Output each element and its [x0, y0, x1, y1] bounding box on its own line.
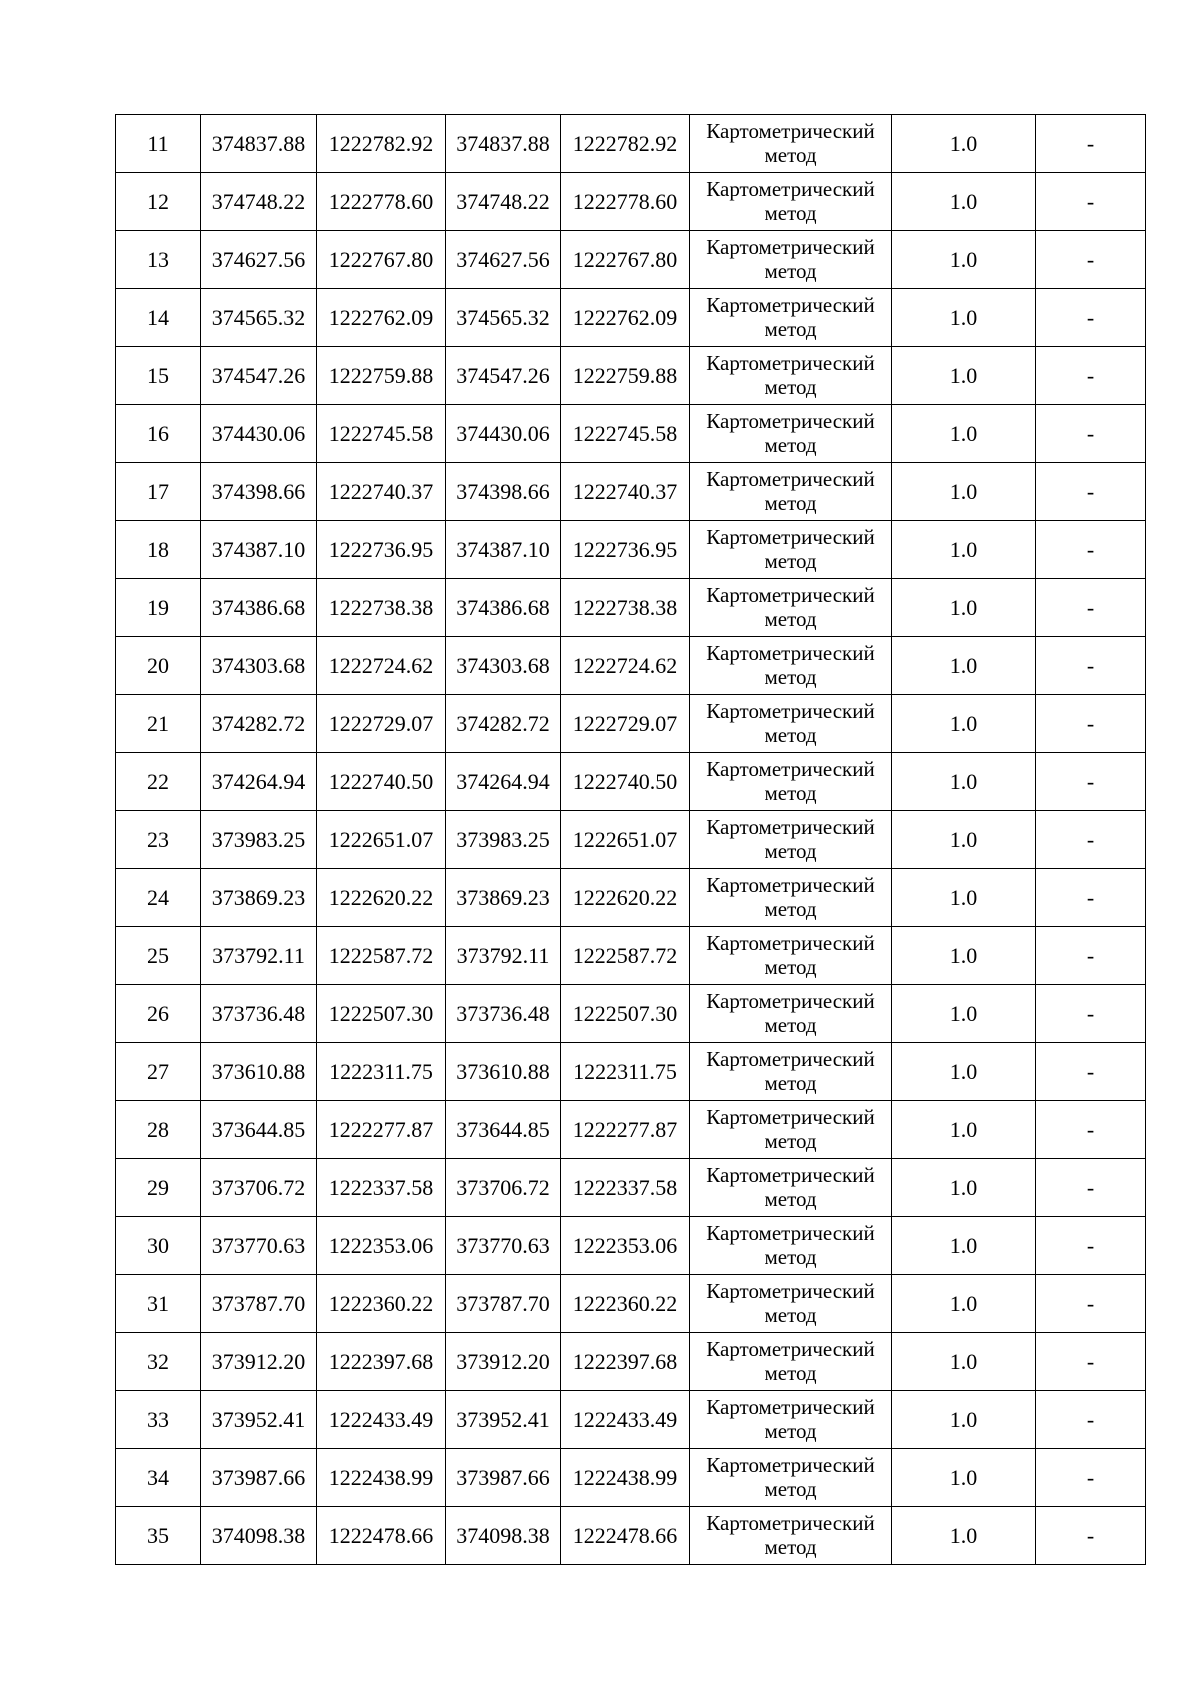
accuracy-cell: 1.0: [892, 1101, 1036, 1159]
existing-y-cell: 1222778.60: [317, 173, 446, 231]
existing-x-cell: 374547.26: [201, 347, 317, 405]
note-cell: -: [1036, 231, 1146, 289]
new-y-cell: 1222433.49: [561, 1391, 690, 1449]
method-line-1: Картометрический: [706, 1047, 875, 1072]
note-cell: -: [1036, 347, 1146, 405]
point-number-cell: 21: [116, 695, 201, 753]
method-line-2: метод: [764, 1012, 817, 1037]
existing-y-cell: 1222740.50: [317, 753, 446, 811]
method-line-2: метод: [764, 1534, 817, 1559]
note-cell: -: [1036, 695, 1146, 753]
table-row: [116, 1101, 1146, 1159]
new-x-cell: 373869.23: [446, 869, 561, 927]
note-cell: -: [1036, 1507, 1146, 1565]
method-line-2: метод: [764, 490, 817, 515]
method-cell: [690, 1159, 892, 1217]
new-y-cell: 1222277.87: [561, 1101, 690, 1159]
method-line-2: метод: [764, 374, 817, 399]
method-line-1: Картометрический: [706, 1395, 875, 1420]
new-x-cell: 374748.22: [446, 173, 561, 231]
new-y-cell: 1222620.22: [561, 869, 690, 927]
method-line-1: Картометрический: [706, 931, 875, 956]
table-row: [116, 289, 1146, 347]
method-line-1: Картометрический: [706, 235, 875, 260]
point-number-cell: 11: [116, 115, 201, 173]
coordinates-table-body: [116, 115, 1146, 1565]
new-x-cell: 373770.63: [446, 1217, 561, 1275]
method-line-1: Картометрический: [706, 467, 875, 492]
new-x-cell: 373610.88: [446, 1043, 561, 1101]
existing-y-cell: 1222438.99: [317, 1449, 446, 1507]
existing-y-cell: 1222433.49: [317, 1391, 446, 1449]
new-x-cell: 373983.25: [446, 811, 561, 869]
existing-x-cell: 374387.10: [201, 521, 317, 579]
existing-y-cell: 1222738.38: [317, 579, 446, 637]
table-row: [116, 115, 1146, 173]
new-y-cell: 1222759.88: [561, 347, 690, 405]
point-number-cell: 24: [116, 869, 201, 927]
method-line-2: метод: [764, 1302, 817, 1327]
table-row: [116, 1449, 1146, 1507]
method-line-2: метод: [764, 1418, 817, 1443]
method-cell: [690, 579, 892, 637]
coordinates-table: [115, 114, 1146, 1565]
method-line-1: Картометрический: [706, 1511, 875, 1536]
method-line-1: Картометрический: [706, 351, 875, 376]
method-line-2: метод: [764, 1476, 817, 1501]
new-y-cell: 1222782.92: [561, 115, 690, 173]
method-line-1: Картометрический: [706, 1105, 875, 1130]
note-cell: -: [1036, 869, 1146, 927]
note-cell: -: [1036, 1391, 1146, 1449]
new-y-cell: 1222745.58: [561, 405, 690, 463]
new-x-cell: 374387.10: [446, 521, 561, 579]
note-cell: -: [1036, 1043, 1146, 1101]
new-y-cell: 1222360.22: [561, 1275, 690, 1333]
point-number-cell: 34: [116, 1449, 201, 1507]
existing-x-cell: 374565.32: [201, 289, 317, 347]
new-y-cell: 1222438.99: [561, 1449, 690, 1507]
method-cell: [690, 347, 892, 405]
method-line-1: Картометрический: [706, 641, 875, 666]
new-y-cell: 1222740.37: [561, 463, 690, 521]
point-number-cell: 31: [116, 1275, 201, 1333]
method-line-1: Картометрический: [706, 119, 875, 144]
accuracy-cell: 1.0: [892, 1391, 1036, 1449]
existing-y-cell: 1222767.80: [317, 231, 446, 289]
new-x-cell: 374430.06: [446, 405, 561, 463]
existing-x-cell: 373983.25: [201, 811, 317, 869]
new-y-cell: 1222778.60: [561, 173, 690, 231]
accuracy-cell: 1.0: [892, 637, 1036, 695]
new-y-cell: 1222724.62: [561, 637, 690, 695]
existing-x-cell: 374398.66: [201, 463, 317, 521]
point-number-cell: 28: [116, 1101, 201, 1159]
existing-y-cell: 1222337.58: [317, 1159, 446, 1217]
accuracy-cell: 1.0: [892, 463, 1036, 521]
method-cell: [690, 869, 892, 927]
point-number-cell: 23: [116, 811, 201, 869]
existing-x-cell: 374303.68: [201, 637, 317, 695]
new-y-cell: 1222736.95: [561, 521, 690, 579]
point-number-cell: 32: [116, 1333, 201, 1391]
new-x-cell: 373952.41: [446, 1391, 561, 1449]
existing-y-cell: 1222311.75: [317, 1043, 446, 1101]
existing-x-cell: 373952.41: [201, 1391, 317, 1449]
method-line-2: метод: [764, 1070, 817, 1095]
existing-x-cell: 373770.63: [201, 1217, 317, 1275]
new-y-cell: 1222767.80: [561, 231, 690, 289]
method-cell: [690, 173, 892, 231]
existing-x-cell: 374627.56: [201, 231, 317, 289]
note-cell: -: [1036, 579, 1146, 637]
note-cell: -: [1036, 753, 1146, 811]
existing-x-cell: 374282.72: [201, 695, 317, 753]
method-line-2: метод: [764, 316, 817, 341]
note-cell: -: [1036, 289, 1146, 347]
accuracy-cell: 1.0: [892, 1333, 1036, 1391]
method-line-2: метод: [764, 258, 817, 283]
method-line-1: Картометрический: [706, 1279, 875, 1304]
method-cell: [690, 405, 892, 463]
existing-y-cell: 1222724.62: [317, 637, 446, 695]
table-row: [116, 231, 1146, 289]
existing-y-cell: 1222353.06: [317, 1217, 446, 1275]
note-cell: -: [1036, 463, 1146, 521]
note-cell: -: [1036, 521, 1146, 579]
new-x-cell: 373736.48: [446, 985, 561, 1043]
method-cell: [690, 695, 892, 753]
method-line-1: Картометрический: [706, 699, 875, 724]
table-row: [116, 927, 1146, 985]
table-row: [116, 1159, 1146, 1217]
new-x-cell: 374565.32: [446, 289, 561, 347]
method-line-2: метод: [764, 838, 817, 863]
accuracy-cell: 1.0: [892, 1159, 1036, 1217]
existing-x-cell: 373610.88: [201, 1043, 317, 1101]
method-cell: [690, 1043, 892, 1101]
method-cell: [690, 521, 892, 579]
point-number-cell: 16: [116, 405, 201, 463]
accuracy-cell: 1.0: [892, 347, 1036, 405]
method-line-1: Картометрический: [706, 1221, 875, 1246]
method-cell: [690, 753, 892, 811]
point-number-cell: 35: [116, 1507, 201, 1565]
new-y-cell: 1222337.58: [561, 1159, 690, 1217]
method-cell: [690, 637, 892, 695]
method-line-2: метод: [764, 896, 817, 921]
method-cell: [690, 1449, 892, 1507]
point-number-cell: 29: [116, 1159, 201, 1217]
new-y-cell: 1222651.07: [561, 811, 690, 869]
note-cell: -: [1036, 927, 1146, 985]
existing-x-cell: 373912.20: [201, 1333, 317, 1391]
method-line-2: метод: [764, 1244, 817, 1269]
existing-y-cell: 1222759.88: [317, 347, 446, 405]
point-number-cell: 13: [116, 231, 201, 289]
accuracy-cell: 1.0: [892, 927, 1036, 985]
table-row: [116, 1275, 1146, 1333]
new-x-cell: 374398.66: [446, 463, 561, 521]
method-cell: [690, 463, 892, 521]
table-row: [116, 405, 1146, 463]
new-x-cell: 373912.20: [446, 1333, 561, 1391]
table-row: [116, 463, 1146, 521]
existing-x-cell: 374837.88: [201, 115, 317, 173]
existing-y-cell: 1222507.30: [317, 985, 446, 1043]
accuracy-cell: 1.0: [892, 1043, 1036, 1101]
new-x-cell: 373644.85: [446, 1101, 561, 1159]
note-cell: -: [1036, 1449, 1146, 1507]
existing-x-cell: 373736.48: [201, 985, 317, 1043]
table-row: [116, 695, 1146, 753]
existing-y-cell: 1222478.66: [317, 1507, 446, 1565]
accuracy-cell: 1.0: [892, 579, 1036, 637]
accuracy-cell: 1.0: [892, 1507, 1036, 1565]
method-line-1: Картометрический: [706, 1453, 875, 1478]
new-x-cell: 373706.72: [446, 1159, 561, 1217]
accuracy-cell: 1.0: [892, 1449, 1036, 1507]
existing-x-cell: 373987.66: [201, 1449, 317, 1507]
new-y-cell: 1222738.38: [561, 579, 690, 637]
method-cell: [690, 985, 892, 1043]
method-cell: [690, 927, 892, 985]
table-row: [116, 869, 1146, 927]
existing-x-cell: 374098.38: [201, 1507, 317, 1565]
point-number-cell: 22: [116, 753, 201, 811]
existing-y-cell: 1222740.37: [317, 463, 446, 521]
method-cell: [690, 231, 892, 289]
existing-y-cell: 1222762.09: [317, 289, 446, 347]
point-number-cell: 27: [116, 1043, 201, 1101]
method-cell: [690, 811, 892, 869]
point-number-cell: 26: [116, 985, 201, 1043]
table-row: [116, 1043, 1146, 1101]
method-line-1: Картометрический: [706, 409, 875, 434]
new-x-cell: 374282.72: [446, 695, 561, 753]
new-x-cell: 374098.38: [446, 1507, 561, 1565]
accuracy-cell: 1.0: [892, 753, 1036, 811]
note-cell: -: [1036, 811, 1146, 869]
note-cell: -: [1036, 1333, 1146, 1391]
existing-x-cell: 373869.23: [201, 869, 317, 927]
table-row: [116, 579, 1146, 637]
accuracy-cell: 1.0: [892, 405, 1036, 463]
existing-x-cell: 373706.72: [201, 1159, 317, 1217]
new-x-cell: 373787.70: [446, 1275, 561, 1333]
method-line-2: метод: [764, 200, 817, 225]
method-cell: [690, 1275, 892, 1333]
method-line-2: метод: [764, 606, 817, 631]
existing-x-cell: 373792.11: [201, 927, 317, 985]
method-line-2: метод: [764, 780, 817, 805]
point-number-cell: 15: [116, 347, 201, 405]
new-x-cell: 374303.68: [446, 637, 561, 695]
method-line-1: Картометрический: [706, 757, 875, 782]
note-cell: -: [1036, 637, 1146, 695]
method-line-1: Картометрический: [706, 1337, 875, 1362]
point-number-cell: 20: [116, 637, 201, 695]
method-line-1: Картометрический: [706, 815, 875, 840]
new-y-cell: 1222353.06: [561, 1217, 690, 1275]
note-cell: -: [1036, 173, 1146, 231]
new-x-cell: 374547.26: [446, 347, 561, 405]
method-line-2: метод: [764, 1360, 817, 1385]
method-line-2: метод: [764, 664, 817, 689]
existing-x-cell: 374430.06: [201, 405, 317, 463]
new-x-cell: 374264.94: [446, 753, 561, 811]
new-x-cell: 373987.66: [446, 1449, 561, 1507]
method-line-2: метод: [764, 548, 817, 573]
accuracy-cell: 1.0: [892, 1217, 1036, 1275]
accuracy-cell: 1.0: [892, 231, 1036, 289]
method-line-1: Картометрический: [706, 525, 875, 550]
existing-y-cell: 1222651.07: [317, 811, 446, 869]
point-number-cell: 17: [116, 463, 201, 521]
point-number-cell: 25: [116, 927, 201, 985]
note-cell: -: [1036, 1159, 1146, 1217]
table-row: [116, 347, 1146, 405]
note-cell: -: [1036, 1275, 1146, 1333]
new-y-cell: 1222762.09: [561, 289, 690, 347]
table-row: [116, 1391, 1146, 1449]
existing-y-cell: 1222360.22: [317, 1275, 446, 1333]
method-line-1: Картометрический: [706, 989, 875, 1014]
accuracy-cell: 1.0: [892, 289, 1036, 347]
method-line-2: метод: [764, 954, 817, 979]
table-row: [116, 1333, 1146, 1391]
existing-x-cell: 373644.85: [201, 1101, 317, 1159]
method-line-1: Картометрический: [706, 873, 875, 898]
new-y-cell: 1222729.07: [561, 695, 690, 753]
method-cell: [690, 115, 892, 173]
point-number-cell: 14: [116, 289, 201, 347]
note-cell: -: [1036, 1101, 1146, 1159]
method-cell: [690, 1101, 892, 1159]
method-line-1: Картометрический: [706, 583, 875, 608]
new-x-cell: 374386.68: [446, 579, 561, 637]
accuracy-cell: 1.0: [892, 985, 1036, 1043]
method-cell: [690, 1507, 892, 1565]
method-line-2: метод: [764, 142, 817, 167]
method-cell: [690, 289, 892, 347]
new-y-cell: 1222397.68: [561, 1333, 690, 1391]
point-number-cell: 30: [116, 1217, 201, 1275]
note-cell: -: [1036, 115, 1146, 173]
method-line-2: метод: [764, 1186, 817, 1211]
new-y-cell: 1222740.50: [561, 753, 690, 811]
table-row: [116, 811, 1146, 869]
existing-x-cell: 373787.70: [201, 1275, 317, 1333]
table-row: [116, 1507, 1146, 1565]
note-cell: -: [1036, 985, 1146, 1043]
existing-y-cell: 1222729.07: [317, 695, 446, 753]
existing-y-cell: 1222782.92: [317, 115, 446, 173]
accuracy-cell: 1.0: [892, 811, 1036, 869]
existing-y-cell: 1222620.22: [317, 869, 446, 927]
existing-x-cell: 374748.22: [201, 173, 317, 231]
method-cell: [690, 1217, 892, 1275]
point-number-cell: 19: [116, 579, 201, 637]
existing-y-cell: 1222745.58: [317, 405, 446, 463]
method-line-2: метод: [764, 432, 817, 457]
existing-x-cell: 374386.68: [201, 579, 317, 637]
table-row: [116, 753, 1146, 811]
table-row: [116, 985, 1146, 1043]
existing-y-cell: 1222736.95: [317, 521, 446, 579]
new-y-cell: 1222311.75: [561, 1043, 690, 1101]
existing-y-cell: 1222587.72: [317, 927, 446, 985]
new-x-cell: 374627.56: [446, 231, 561, 289]
point-number-cell: 12: [116, 173, 201, 231]
accuracy-cell: 1.0: [892, 521, 1036, 579]
new-y-cell: 1222478.66: [561, 1507, 690, 1565]
accuracy-cell: 1.0: [892, 869, 1036, 927]
point-number-cell: 18: [116, 521, 201, 579]
method-line-1: Картометрический: [706, 293, 875, 318]
method-line-1: Картометрический: [706, 177, 875, 202]
table-row: [116, 637, 1146, 695]
accuracy-cell: 1.0: [892, 1275, 1036, 1333]
new-x-cell: 374837.88: [446, 115, 561, 173]
method-line-2: метод: [764, 1128, 817, 1153]
point-number-cell: 33: [116, 1391, 201, 1449]
existing-y-cell: 1222397.68: [317, 1333, 446, 1391]
note-cell: -: [1036, 1217, 1146, 1275]
table-row: [116, 521, 1146, 579]
existing-y-cell: 1222277.87: [317, 1101, 446, 1159]
method-line-2: метод: [764, 722, 817, 747]
table-row: [116, 173, 1146, 231]
accuracy-cell: 1.0: [892, 115, 1036, 173]
accuracy-cell: 1.0: [892, 173, 1036, 231]
note-cell: -: [1036, 405, 1146, 463]
new-y-cell: 1222587.72: [561, 927, 690, 985]
method-cell: [690, 1333, 892, 1391]
existing-x-cell: 374264.94: [201, 753, 317, 811]
accuracy-cell: 1.0: [892, 695, 1036, 753]
new-x-cell: 373792.11: [446, 927, 561, 985]
method-line-1: Картометрический: [706, 1163, 875, 1188]
table-row: [116, 1217, 1146, 1275]
method-cell: [690, 1391, 892, 1449]
new-y-cell: 1222507.30: [561, 985, 690, 1043]
